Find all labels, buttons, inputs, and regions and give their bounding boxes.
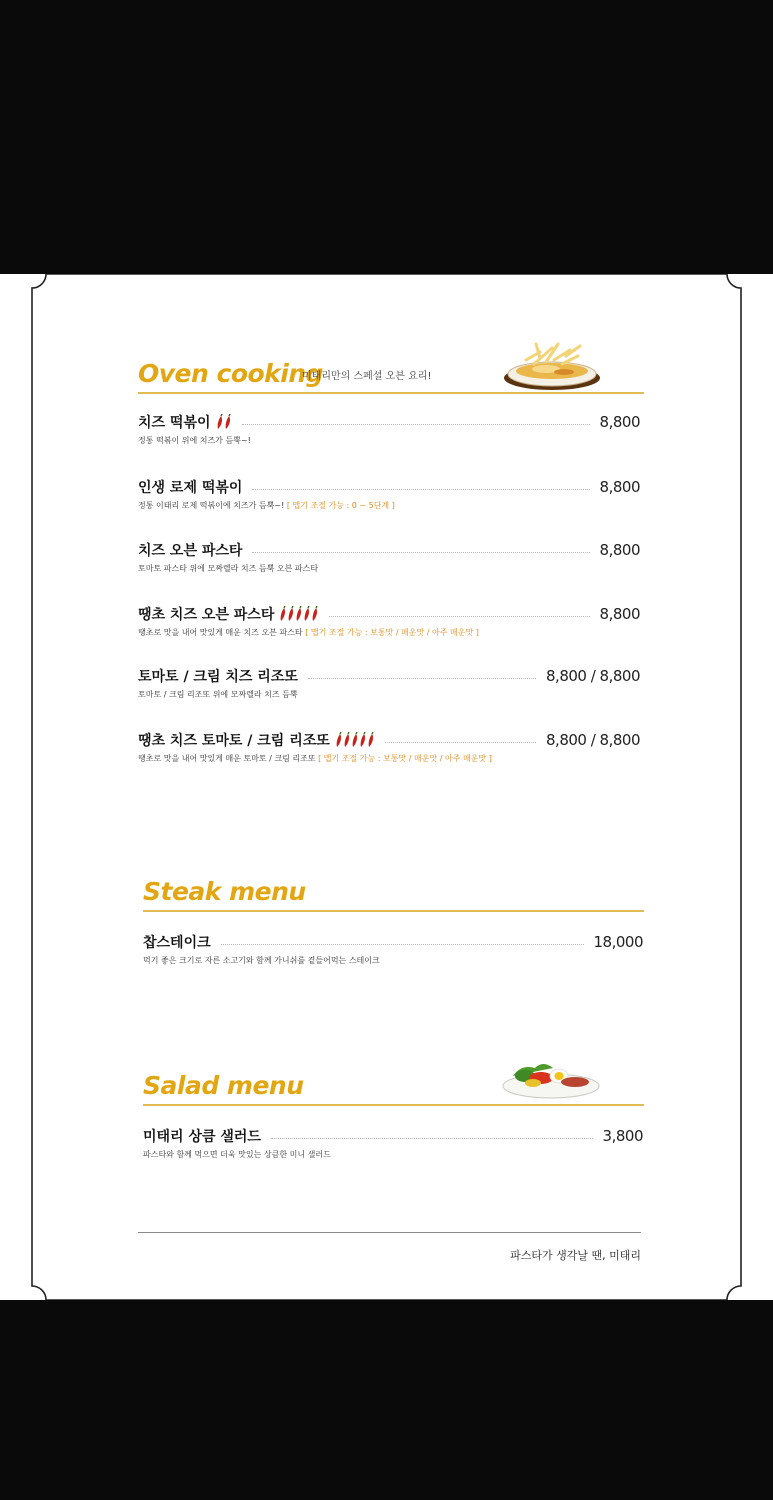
- chili-pepper-icon: [311, 606, 319, 622]
- menu-item-description: [138, 627, 640, 638]
- menu-item-desc-text: 땡초로 맛을 내어 맛있게 매운 토마토 / 크림 리조또: [138, 754, 319, 763]
- menu-item-price: 8,800: [599, 478, 640, 496]
- menu-item-desc-text: 토마토 / 크림 리조또 위에 모짜렐라 치즈 듬뿍: [138, 690, 298, 699]
- menu-page: [0, 274, 773, 1300]
- section-steak-title: Steak menu: [143, 877, 306, 906]
- section-oven-subtitle: 미태리만의 스페셜 오븐 요리!: [302, 371, 432, 382]
- chili-pepper-icon: [343, 732, 351, 748]
- spice-adjust-note: [ 맵기 조절 가능 : 0 ~ 5단계 ]: [286, 501, 395, 510]
- spice-level-icons: [279, 606, 319, 622]
- menu-item-price: 8,800 / 8,800: [546, 731, 640, 749]
- menu-item-price: 8,800 / 8,800: [546, 667, 640, 685]
- dotted-leader: [242, 424, 590, 425]
- menu-item: [138, 603, 640, 647]
- section-oven-title: Oven cooking: [138, 359, 324, 388]
- menu-item-name: 땡초 치즈 토마토 / 크림 리조또: [138, 733, 330, 749]
- menu-item-name: 찹스테이크: [143, 935, 211, 951]
- section-oven-header: [138, 352, 644, 394]
- menu-item-row: [138, 729, 640, 751]
- menu-item-name: 치즈 떡볶이: [138, 415, 211, 431]
- section-salad-header: [143, 1064, 644, 1106]
- spice-adjust-note: [ 맵기 조절 가능 : 보통맛 / 매운맛 / 아주 매운맛 ]: [318, 754, 492, 763]
- menu-item-description: [138, 500, 640, 511]
- chili-pepper-icon: [224, 414, 232, 430]
- menu-item: [138, 539, 640, 583]
- menu-item: [138, 411, 640, 455]
- salad-plate-image: [499, 1052, 603, 1102]
- menu-item-desc-text: 먹기 좋은 크기로 자른 소고기와 함께 가니쉬를 곁들어먹는 스테이크: [143, 956, 380, 965]
- menu-item-row: [138, 476, 640, 498]
- menu-item-desc-text: 정통 이태리 로제 떡볶이에 치즈가 듬뿍~!: [138, 501, 287, 510]
- dotted-leader: [271, 1138, 593, 1139]
- menu-item-description: [138, 753, 640, 764]
- menu-item-row: [138, 665, 640, 687]
- dotted-leader: [252, 489, 589, 490]
- menu-item-description: [143, 1149, 643, 1160]
- menu-item: [143, 1125, 643, 1169]
- menu-item-name: 치즈 오븐 파스타: [138, 543, 243, 559]
- spice-level-icons: [216, 414, 232, 430]
- menu-item-row: [143, 1125, 643, 1147]
- chili-pepper-icon: [216, 414, 224, 430]
- menu-item-description: [143, 955, 643, 966]
- dotted-leader: [252, 552, 589, 553]
- chili-pepper-icon: [287, 606, 295, 622]
- footer-slogan: 파스타가 생각날 땐, 미태리: [510, 1249, 641, 1262]
- spice-adjust-note: [ 맵기 조절 가능 : 보통맛 / 매운맛 / 아주 매운맛 ]: [305, 628, 479, 637]
- menu-item-row: [138, 411, 640, 433]
- menu-item-description: [138, 689, 640, 700]
- chili-pepper-icon: [359, 732, 367, 748]
- menu-item-name: 땡초 치즈 오븐 파스타: [138, 607, 275, 623]
- chili-pepper-icon: [295, 606, 303, 622]
- menu-item-description: [138, 435, 640, 446]
- chili-pepper-icon: [335, 732, 343, 748]
- menu-item-description: [138, 563, 640, 574]
- menu-item-name: 토마토 / 크림 치즈 리조또: [138, 669, 298, 685]
- menu-item-desc-text: 정통 떡볶이 위에 치즈가 듬뿍~!: [138, 436, 251, 445]
- menu-item-price: 18,000: [593, 933, 643, 951]
- menu-item-price: 3,800: [602, 1127, 643, 1145]
- oven-dish-image: [496, 338, 604, 394]
- chili-pepper-icon: [303, 606, 311, 622]
- menu-item: [143, 931, 643, 975]
- menu-item-price: 8,800: [599, 413, 640, 431]
- menu-item: [138, 476, 640, 520]
- section-steak-header: [143, 870, 644, 912]
- dotted-leader: [385, 742, 536, 743]
- menu-item-row: [138, 603, 640, 625]
- dotted-leader: [221, 944, 584, 945]
- menu-item-name: 미태리 상큼 샐러드: [143, 1129, 261, 1145]
- menu-item-price: 8,800: [599, 541, 640, 559]
- section-salad-title: Salad menu: [143, 1071, 304, 1100]
- menu-item: [138, 729, 640, 773]
- chili-pepper-icon: [351, 732, 359, 748]
- dotted-leader: [329, 616, 589, 617]
- footer-divider: [138, 1232, 641, 1233]
- menu-item-desc-text: 토마토 파스타 위에 모짜렐라 치즈 듬뿍 오븐 파스타: [138, 564, 319, 573]
- menu-item-desc-text: 땡초로 맛을 내어 맛있게 매운 치즈 오븐 파스타: [138, 628, 306, 637]
- menu-item-name: 인생 로제 떡볶이: [138, 480, 243, 496]
- chili-pepper-icon: [367, 732, 375, 748]
- menu-item: [138, 665, 640, 709]
- spice-level-icons: [335, 732, 375, 748]
- menu-item-price: 8,800: [599, 605, 640, 623]
- menu-item-desc-text: 파스타와 함께 먹으면 더욱 맛있는 상큼한 미니 샐러드: [143, 1150, 331, 1159]
- dotted-leader: [308, 678, 536, 679]
- chili-pepper-icon: [279, 606, 287, 622]
- menu-item-row: [143, 931, 643, 953]
- menu-item-row: [138, 539, 640, 561]
